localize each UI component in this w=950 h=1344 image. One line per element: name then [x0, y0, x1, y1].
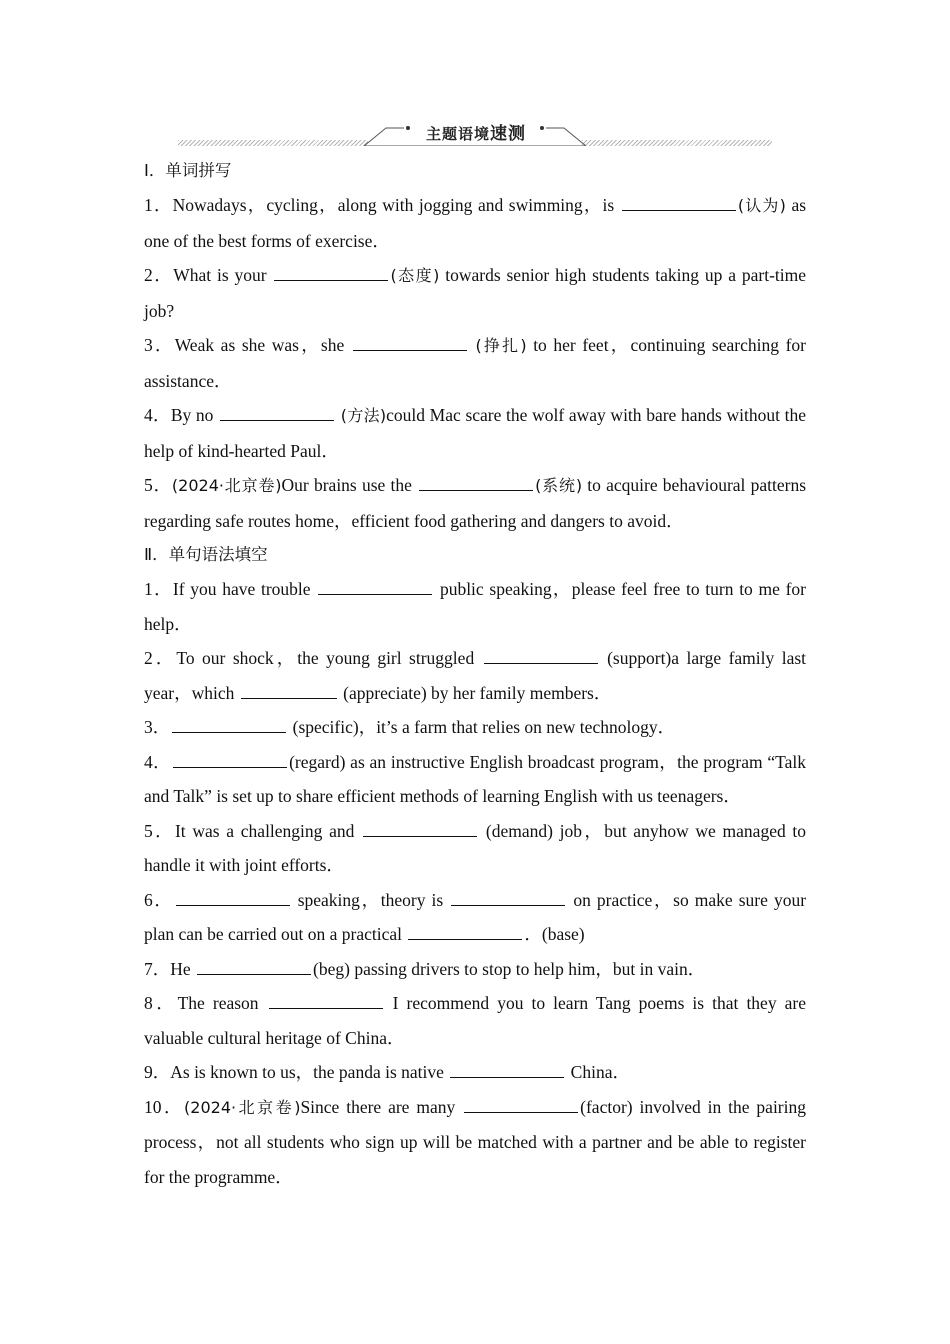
answer-blank[interactable] [173, 753, 287, 768]
exercise-content [144, 154, 806, 1194]
question: 4．By no (方法)could Mac scare the wolf away with bare hands without the help of kind-hearted Paul． [144, 405, 806, 461]
question: 7．He (beg) passing drivers to stop to help him，but in vain． [144, 958, 706, 979]
question: 10．(2024·北京卷)Since there are many (factor) involved in the pairing process，not all students who sign up will be matched with a partner and be able to register for the programme． [144, 1096, 806, 1187]
answer-blank[interactable] [241, 684, 337, 699]
answer-blank[interactable] [176, 891, 290, 906]
question: 6． speaking，theory is on practice，so make sure your plan can be carried out on a practical ．(base) [144, 889, 807, 944]
question: 5．It was a challenging and (demand) job，but anyhow we managed to handle it with joint efforts． [144, 820, 807, 875]
question: 1．If you have trouble public speaking，please feel free to turn to me for help． [144, 579, 806, 634]
section-heading-grammar-fill: Ⅱ．单句语法填空 [144, 545, 268, 564]
question: 8．The reason I recommend you to learn Tang poems is that they are valuable cultural heritage of China． [144, 993, 806, 1048]
answer-blank[interactable] [408, 925, 522, 940]
answer-blank[interactable] [353, 336, 467, 351]
answer-blank[interactable] [318, 580, 432, 595]
answer-blank[interactable] [220, 406, 334, 421]
section-heading-word-spelling: Ⅰ．单词拼写 [144, 161, 232, 180]
answer-blank[interactable] [269, 994, 383, 1009]
answer-blank[interactable] [484, 649, 598, 664]
answer-blank[interactable] [450, 1063, 564, 1078]
banner-hatch-right [582, 140, 772, 146]
question: 2．What is your (态度) towards senior high students taking up a part-time job? [144, 265, 807, 321]
question: 5．(2024·北京卷)Our brains use the (系统) to acquire behavioural patterns regarding safe routes home，efficient food gathering and dangers to avoid． [144, 475, 807, 531]
answer-blank[interactable] [197, 960, 311, 975]
question: 3． (specific)，it’s a farm that relies on new technology． [144, 717, 676, 737]
banner-title: 主题语境速测 [425, 124, 526, 144]
answer-blank[interactable] [172, 718, 286, 733]
banner-hatch-left [178, 140, 368, 146]
answer-blank[interactable] [363, 822, 477, 837]
answer-blank[interactable] [451, 891, 565, 906]
answer-blank[interactable] [622, 196, 736, 211]
answer-blank[interactable] [419, 476, 533, 491]
question: 2．To our shock，the young girl struggled (support)a large family last year，which (appreciate) by her family members． [144, 648, 807, 703]
question: 4． (regard) as an instructive English broadcast program，the program “Talk and Talk” is set up to share efficient methods of learning English with us teenagers． [144, 751, 806, 806]
question: 1．Nowadays，cycling，along with jogging and swimming，is (认为) as one of the best forms of exercise． [144, 195, 807, 251]
answer-blank[interactable] [464, 1098, 578, 1113]
answer-blank[interactable] [274, 266, 388, 281]
section-banner [178, 122, 772, 148]
question: 9．As is known to us，the panda is native China． [144, 1062, 630, 1082]
question: 3．Weak as she was，she (挣扎) to her feet，continuing searching for assistance． [144, 335, 806, 391]
